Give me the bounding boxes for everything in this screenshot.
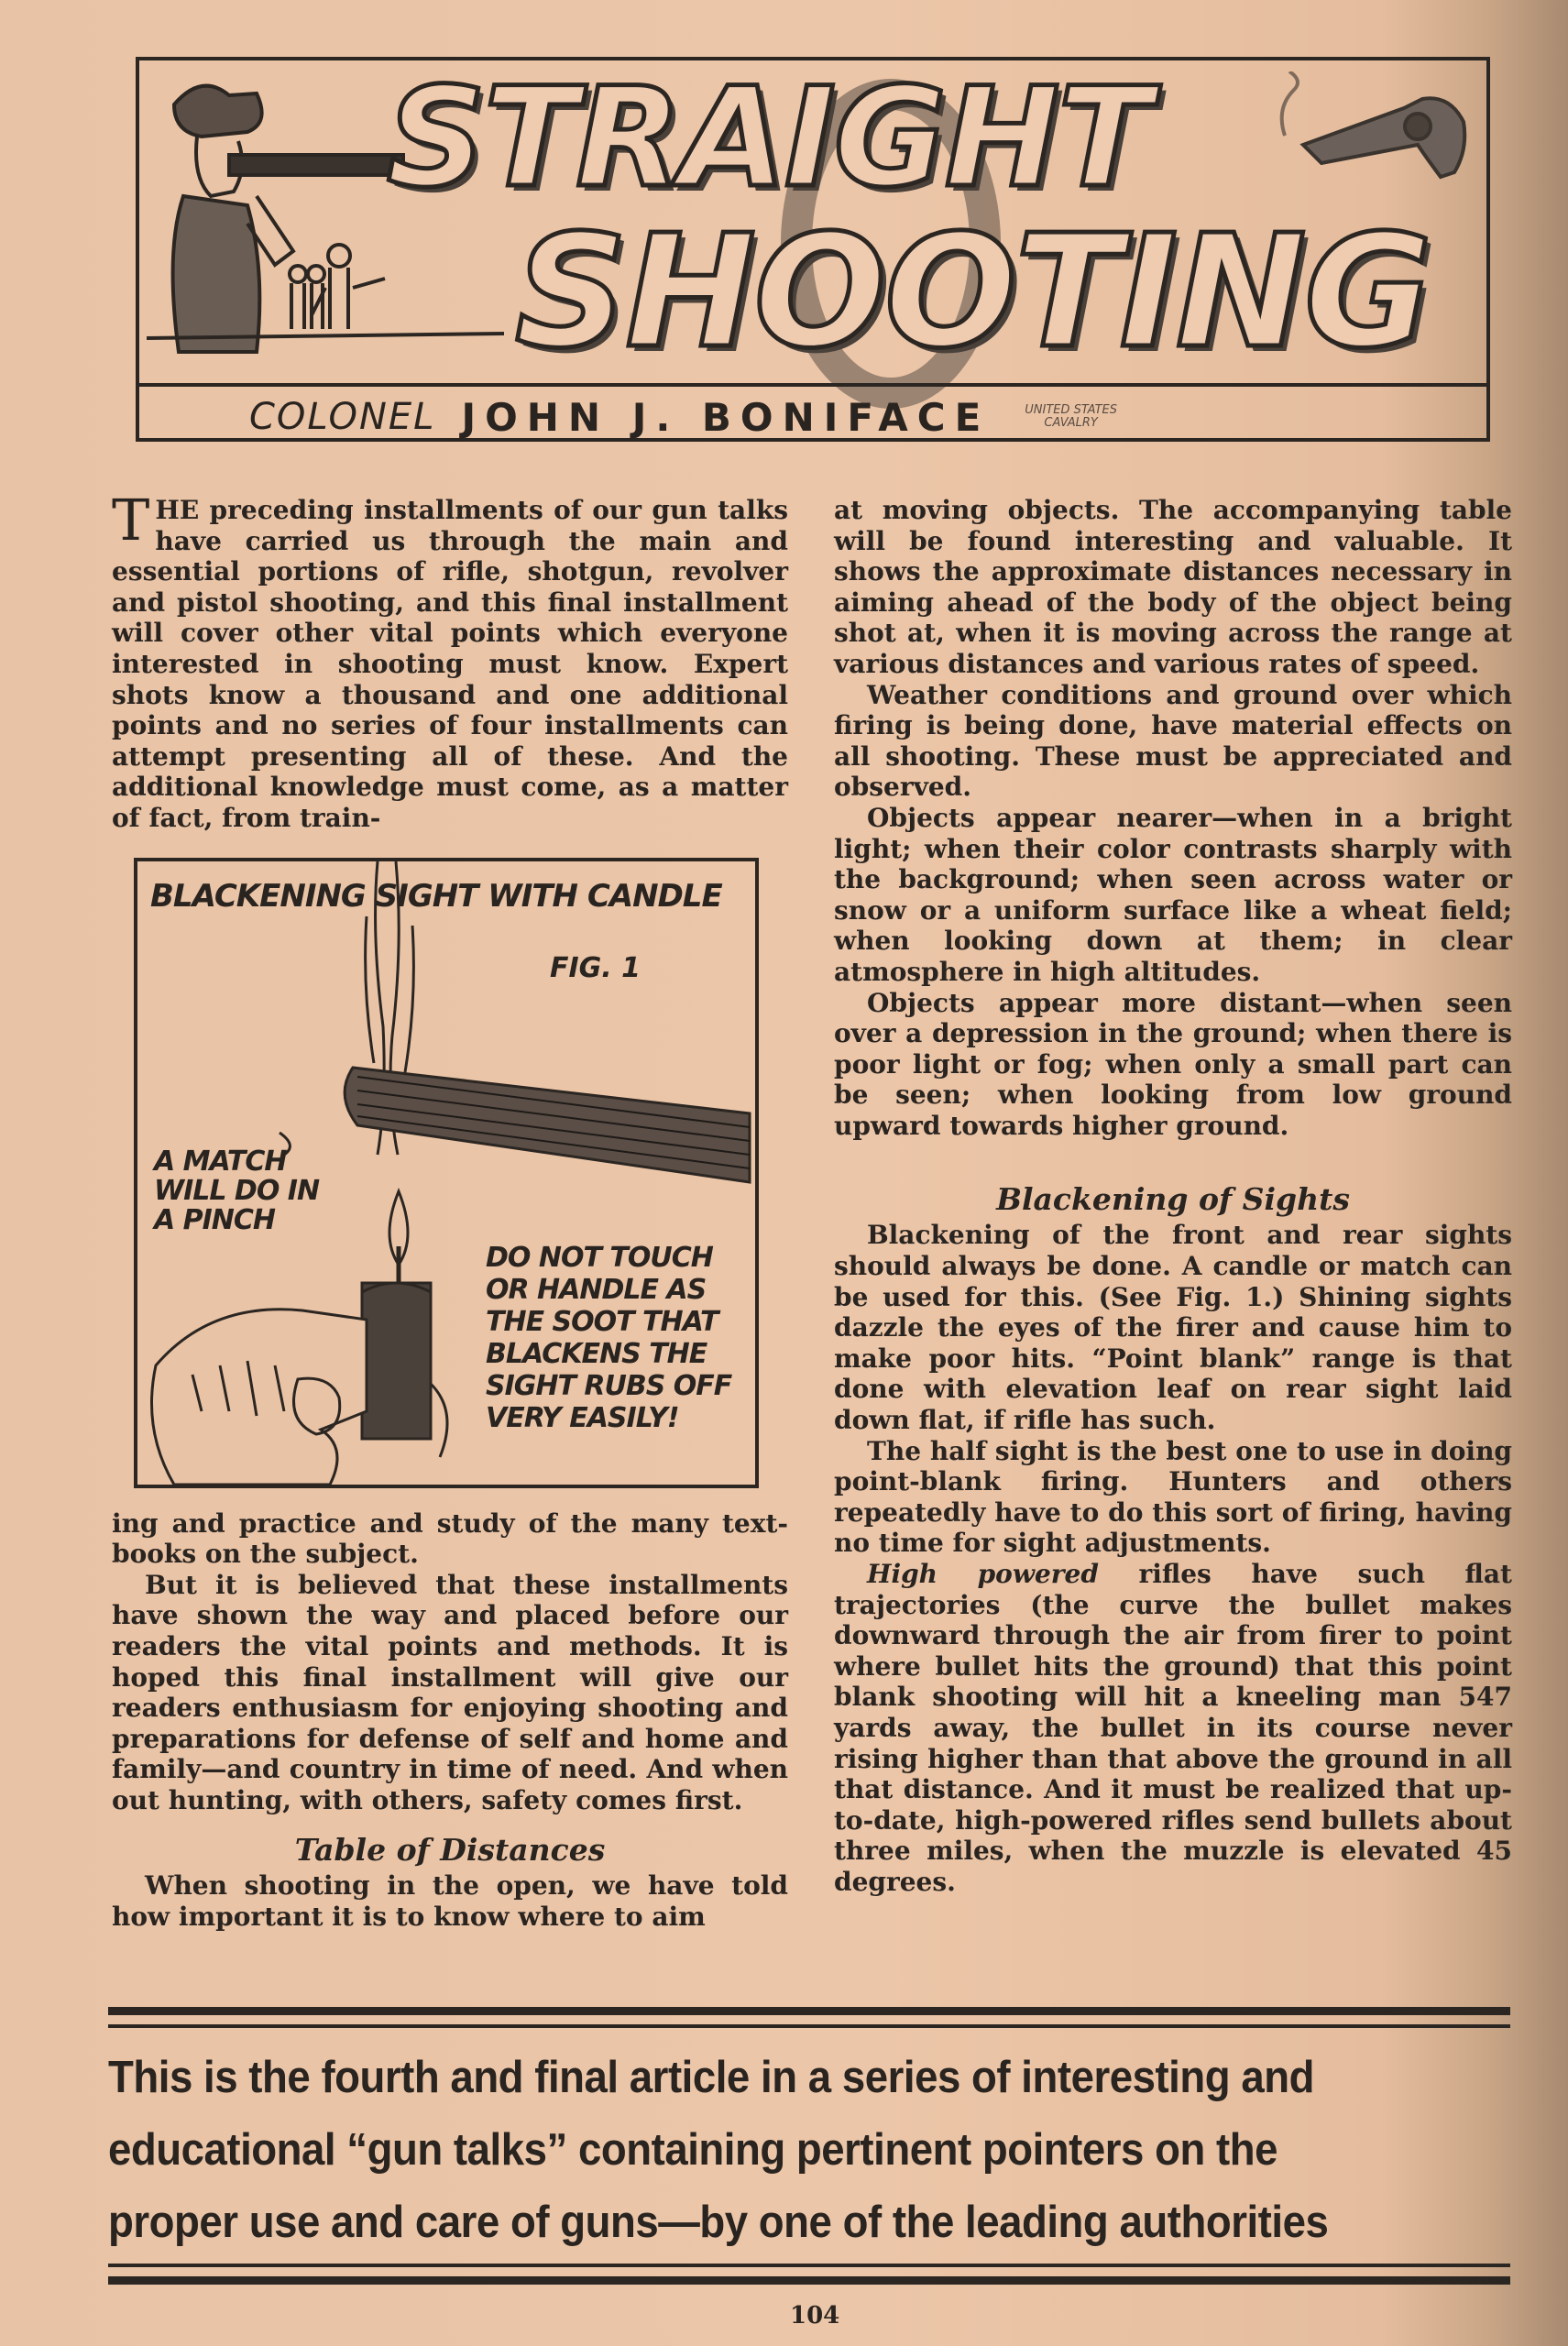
footer-top-rules [108,2007,1510,2028]
smoking-revolver-icon [1266,71,1477,191]
paragraph-objects-nearer: Objects appear nearer—when in a bright light; when their color contrasts sharply with the background; when seen across water or snow or a uniform surface like a wheat field; when looking down at them; in clear atmosphere in high altitudes. [834,802,1512,987]
subhead-blackening-of-sights: Blackening of Sights [996,1181,1350,1218]
paragraph-objects-distant: Objects appear more distant—when seen over a depression in the ground; when there is poor light or fog; when only a small part can be seen; when looking from low ground upward towards higher ground. [834,987,1512,1141]
right-column [834,495,1512,1898]
paragraph-high-powered [834,1559,1512,1898]
series-note-line: proper use and care of guns—by one of the leading authorities [108,2198,1329,2247]
match-note [154,1147,319,1235]
drop-cap: T [112,487,150,554]
figure-title: BLACKENING SIGHT WITH CANDLE [150,877,722,915]
figure-1 [134,858,759,1488]
author-rank: COLONEL [249,396,436,438]
author-unit [1025,404,1117,429]
series-note [108,2042,1438,2259]
paragraph-weather: Weather conditions and ground over which firing is being done, have material effects on all shooting. These must be appreciated and observed. [834,679,1512,803]
intro-paragraph [112,487,788,834]
paragraph-moving-objects: at moving objects. The accompanying table will be found interesting and valuable. It shows the approximate distances necessary in aiming ahead of the body of the object being shot at, when it is moving across the range at various distances and various rates of speed. [834,495,1512,679]
author-unit-line-1: UNITED STATES [1025,403,1118,418]
page-number: 104 [790,2302,840,2330]
figure-label: FIG. 1 [550,951,641,984]
paragraph-installments: But it is believed that these installments have shown the way and placed before our readers the vital points and methods. It is hoped this final installment will give our readers enthusiasm for enjoying shooting and preparations for defense of self and home and family—and country in time of need. And when out hunting, with others, safety comes first. [112,1569,788,1815]
title-line-1: STRAIGHT [387,59,1150,218]
high-powered-text: rifles have such flat trajectories (the curve the bullet makes downward through the air from firer to point where bullet hits the ground) that this point blank shooting will hit a kneeling man 547 yards away, the bullet in its course never rising higher than that above the ground in all that distance. And it must be realized that up-to-date, high-powered rifles send bullets about three miles, when the muzzle is elevated 45 degrees. [834,1559,1512,1897]
series-note-line: This is the fourth and final article in a series of interesting and [108,2053,1314,2102]
divider [108,2264,1510,2267]
soot-note-line: OR HANDLE AS [486,1273,707,1306]
intro-text: HE preceding installments of our gun talks have carried us through the main and essential portions of rifle, shotgun, revolver and pistol shooting, and this final installment will cover other vital points which everyone interested in shooting must know. Expert shots know a thousand and one additional points and no series of four installments can attempt presenting all of these. And the additional knowledge must come, as a matter of fact, from train- [112,495,788,833]
author-byline [249,395,1450,439]
author-unit-line-2: CAVALRY [1044,416,1098,430]
soot-note-line: BLACKENS THE [486,1337,707,1370]
divider [108,2276,1510,2285]
series-note-line: educational “gun talks” containing pertinent pointers on the [108,2125,1277,2175]
title-line-2: SHOOTING [515,202,1431,383]
match-note-line: A MATCH [154,1145,287,1178]
soot-note-line: THE SOOT THAT [486,1305,718,1338]
left-column [112,487,788,1933]
author-name: JOHN J. BONIFACE [461,394,991,440]
soot-note-line: DO NOT TOUCH [486,1241,713,1274]
soot-note-line: VERY EASILY! [486,1401,679,1434]
divider [108,2024,1510,2028]
subhead-table-of-distances: Table of Distances [294,1832,606,1869]
continued-paragraph: ing and practice and study of the many text-books on the subject. [112,1507,788,1570]
soot-warning-note [486,1242,731,1434]
match-note-line: WILL DO IN [154,1174,320,1207]
byline-divider [139,383,1486,387]
paragraph-half-sight: The half sight is the best one to use in doing point-blank firing. Hunters and others repeatedly have to do this sort of firing, having no time for sight adjustments. [834,1435,1512,1559]
divider [108,2007,1510,2015]
match-note-line: A PINCH [154,1203,276,1236]
footer-bottom-rules [108,2264,1510,2285]
paragraph-open-shooting: When shooting in the open, we have told how important it is to know where to aim [112,1870,788,1933]
soot-note-line: SIGHT RUBS OFF [486,1369,732,1402]
title-banner [136,57,1490,442]
paragraph-blackening: Blackening of the front and rear sights should always be done. A candle or match can be used for this. (See Fig. 1.) Shining sights dazzle the eyes of the firer and cause him to make poor hits. “Point blank” range is that done with elevation leaf on rear sight laid down flat, if rifle has such. [834,1220,1512,1436]
emphasis-high-powered: High powered [867,1559,1099,1589]
